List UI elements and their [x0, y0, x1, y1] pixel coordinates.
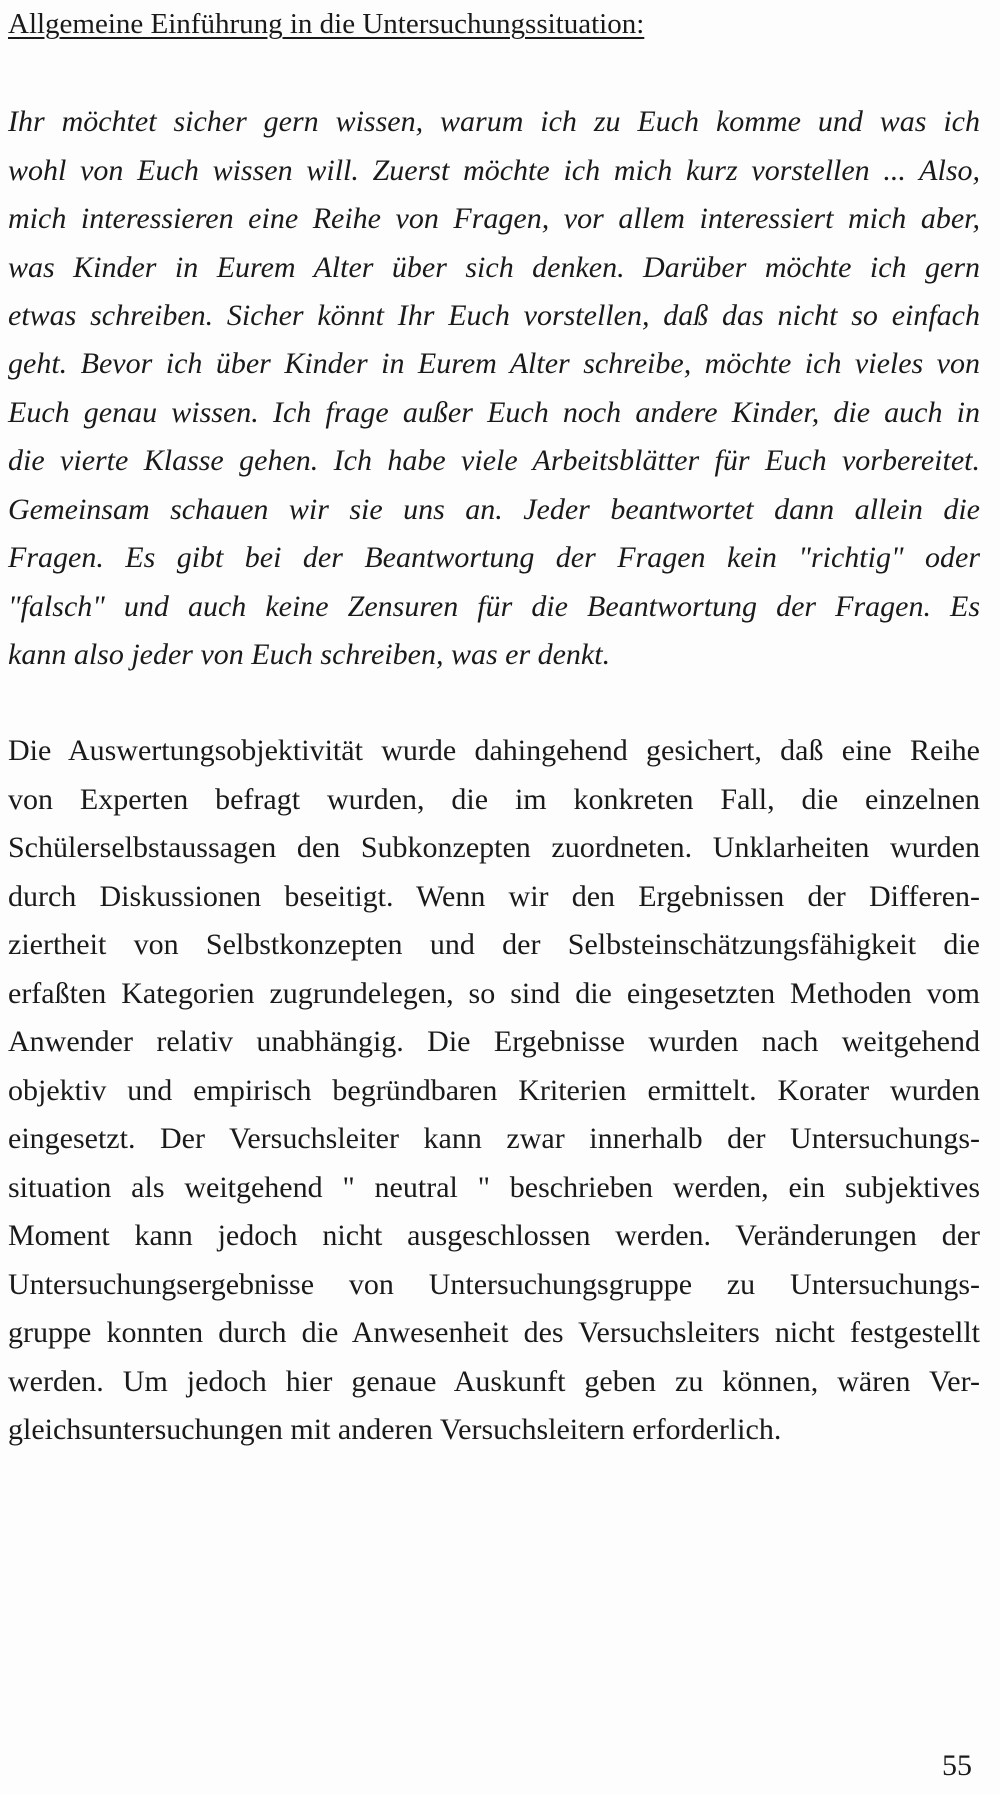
body-line: Anwender relativ unabhängig. Die Ergebnisse wurden nach weitgehend	[8, 1025, 980, 1058]
body-line: objektiv und empirisch begründbaren Kriterien ermittelt. Korater wurden	[8, 1074, 980, 1107]
body-line: Die Auswertungsobjektivität wurde dahingehend gesichert, daß eine Reihe	[8, 734, 980, 767]
body-line: Untersuchungsergebnisse von Untersuchungsgruppe zu Untersuchungs-	[8, 1268, 980, 1301]
body-line: gruppe konnten durch die Anwesenheit des Versuchsleiters nicht festgestellt	[8, 1316, 980, 1349]
instruction-line: kann also jeder von Euch schreiben, was er denkt.	[8, 638, 611, 671]
body-line: werden. Um jedoch hier genaue Auskunft geben zu können, wären Ver-	[8, 1365, 980, 1398]
body-line: Schülerselbstaussagen den Subkonzepten zuordneten. Unklarheiten wurden	[8, 831, 980, 864]
instruction-line: Euch genau wissen. Ich frage außer Euch noch andere Kinder, die auch in	[8, 396, 980, 429]
instruction-line: wohl von Euch wissen will. Zuerst möchte ich mich kurz vorstellen ... Also,	[8, 154, 980, 187]
instruction-line: Gemeinsam schauen wir sie uns an. Jeder beantwortet dann allein die	[8, 493, 980, 526]
body-line: ziertheit von Selbstkonzepten und der Selbsteinschätzungsfähigkeit die	[8, 928, 980, 961]
instruction-line: mich interessieren eine Reihe von Fragen, vor allem interessiert mich aber,	[8, 202, 980, 235]
instruction-line: Fragen. Es gibt bei der Beantwortung der Fragen kein "richtig" oder	[8, 541, 980, 574]
body-line: erfaßten Kategorien zugrundelegen, so sind die eingesetzten Methoden vom	[8, 977, 980, 1010]
body-line: Moment kann jedoch nicht ausgeschlossen werden. Veränderungen der	[8, 1219, 980, 1252]
body-line: von Experten befragt wurden, die im konkreten Fall, die einzelnen	[8, 783, 980, 816]
instruction-line: die vierte Klasse gehen. Ich habe viele Arbeitsblätter für Euch vorbereitet.	[8, 444, 980, 477]
body-line: durch Diskussionen beseitigt. Wenn wir den Ergebnissen der Differen-	[8, 880, 980, 913]
body-line: situation als weitgehend " neutral " beschrieben werden, ein subjektives	[8, 1171, 980, 1204]
body-line: eingesetzt. Der Versuchsleiter kann zwar innerhalb der Untersuchungs-	[8, 1122, 980, 1155]
instruction-line: was Kinder in Eurem Alter über sich denken. Darüber möchte ich gern	[8, 251, 980, 284]
instruction-line: Ihr möchtet sicher gern wissen, warum ich zu Euch komme und was ich	[8, 105, 980, 138]
section-heading: Allgemeine Einführung in die Untersuchungssituation:	[8, 8, 645, 40]
body-line: gleichsuntersuchungen mit anderen Versuchsleitern erforderlich.	[8, 1413, 782, 1446]
instruction-line: "falsch" und auch keine Zensuren für die Beantwortung der Fragen. Es	[8, 590, 980, 623]
instruction-line: etwas schreiben. Sicher könnt Ihr Euch vorstellen, daß das nicht so einfach	[8, 299, 980, 332]
page-number: 55	[942, 1749, 972, 1782]
instruction-line: geht. Bevor ich über Kinder in Eurem Alter schreibe, möchte ich vieles von	[8, 347, 980, 380]
